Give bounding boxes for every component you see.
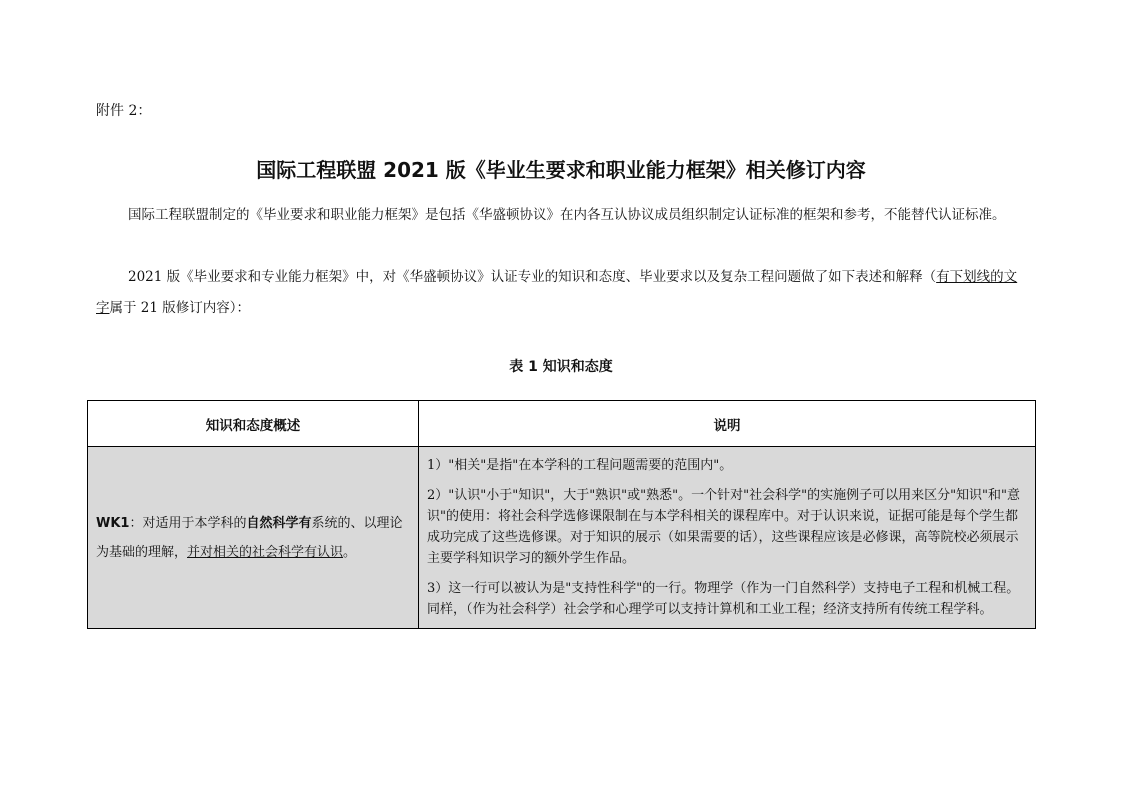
table-row	[88, 447, 1036, 629]
wk-bold-text: 自然科学有	[246, 515, 312, 531]
intro-paragraph-2-text: 2021 版《毕业要求和专业能力框架》中，对《华盛顿协议》认证专业的知识和态度、毕业要求以及复杂工程问题做了如下表述和解释（	[128, 269, 937, 285]
attachment-label: 附件 2：	[96, 103, 152, 119]
table-header-row	[88, 401, 1036, 447]
explanation-note-3: 3）这一行可以被认为是"支持性科学"的一行。物理学（作为一门自然科学）支持电子工程和机械工程。同样，（作为社会科学）社会学和心理学可以支持计算机和工业工程；经济支持所有传统工程学科。	[427, 581, 1020, 617]
wk-code: WK1	[96, 515, 130, 531]
table-title: 表 1 知识和态度	[509, 359, 613, 375]
intro-paragraph-2-tail: 属于 21 版修订内容）：	[109, 300, 251, 316]
intro-paragraph-1: 国际工程联盟制定的《毕业要求和职业能力框架》是包括《华盛顿协议》在内各互认协议成员组织制定认证标准的框架和参考，不能替代认证标准。	[128, 207, 1006, 223]
intro-paragraph-2	[96, 262, 1028, 324]
wk1-overview-cell	[88, 447, 419, 629]
underline-example: 有下划线的文字	[96, 269, 1018, 316]
header-explanation: 说明	[419, 401, 1036, 447]
explanation-note-1: 1）"相关"是指"在本学科的工程问题需要的范围内"。	[427, 458, 733, 473]
wk1-explanation-cell	[419, 447, 1036, 629]
wk-text-2: 系统的、以理论为基础的理解，	[96, 515, 403, 560]
wk-text-end: 。	[343, 544, 357, 560]
knowledge-attitude-table	[87, 400, 1036, 629]
document-title: 国际工程联盟 2021 版《毕业生要求和职业能力框架》相关修订内容	[256, 158, 866, 182]
explanation-note-2: 2）"认识"小于"知识"，大于"熟识"或"熟悉"。一个针对"社会科学"的实施例子可以用来区分"知识"和"意识"的使用：将社会科学选修课限制在与本学科相关的课程库中。对于认识来说，证据可能是每个学生都成功完成了这些选修课。对于知识的展示（如果需要的话），这些课程应该是必修课，高等院校必须展示主要学科知识学习的额外学生作品。	[427, 488, 1021, 566]
wk-underlined-text: 并对相关的社会科学有认识	[187, 544, 344, 560]
header-overview: 知识和态度概述	[88, 401, 419, 447]
wk-text-1: ：对适用于本学科的	[129, 515, 247, 531]
